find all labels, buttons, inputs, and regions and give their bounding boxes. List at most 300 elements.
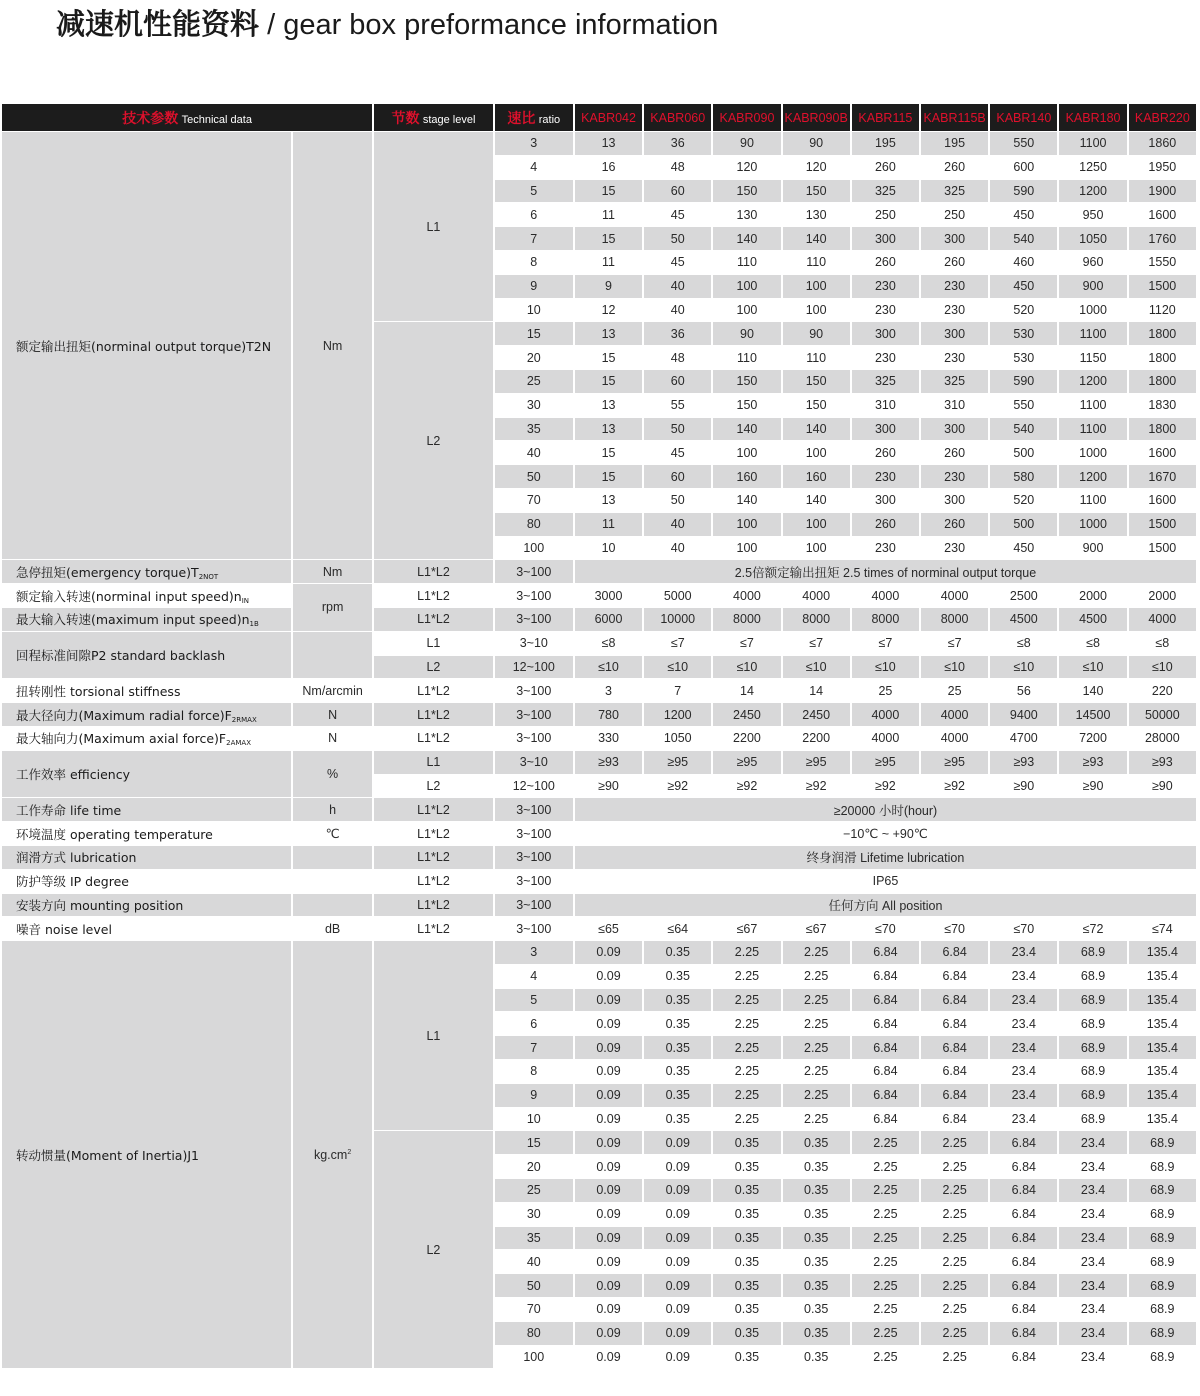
value-cell: ≤7 bbox=[852, 632, 919, 655]
value-cell: 2.25 bbox=[921, 1131, 988, 1154]
ratio-cell: 3~100 bbox=[495, 894, 573, 917]
table-row bbox=[2, 632, 1196, 655]
value-cell: 0.09 bbox=[575, 1203, 642, 1226]
value-cell: 2450 bbox=[783, 703, 850, 726]
ratio-cell: 15 bbox=[495, 322, 573, 345]
param-label: 安装方向 mounting position bbox=[2, 894, 291, 917]
value-cell: 68.9 bbox=[1129, 1322, 1196, 1345]
value-cell: 0.35 bbox=[644, 1084, 711, 1107]
ratio-cell: 35 bbox=[495, 418, 573, 441]
unit-cell bbox=[293, 846, 372, 869]
unit-cell: dB bbox=[293, 917, 372, 940]
value-cell: 0.09 bbox=[644, 1227, 711, 1250]
value-cell: 780 bbox=[575, 703, 642, 726]
value-cell: 13 bbox=[575, 489, 642, 512]
value-cell: 2200 bbox=[713, 727, 780, 750]
value-cell: 100 bbox=[783, 441, 850, 464]
unit-cell: Nm bbox=[293, 132, 372, 559]
value-cell: 9 bbox=[575, 275, 642, 298]
value-cell: 120 bbox=[713, 156, 780, 179]
value-cell: 15 bbox=[575, 346, 642, 369]
value-cell: 2.25 bbox=[852, 1322, 919, 1345]
value-cell: 15 bbox=[575, 227, 642, 250]
stage-cell: L1*L2 bbox=[374, 894, 492, 917]
value-cell: 260 bbox=[852, 251, 919, 274]
value-cell: ≤70 bbox=[990, 917, 1057, 940]
value-cell: 590 bbox=[990, 370, 1057, 393]
value-cell: 135.4 bbox=[1129, 1060, 1196, 1083]
value-cell: 4000 bbox=[713, 584, 780, 607]
value-cell: 2200 bbox=[783, 727, 850, 750]
table-row bbox=[2, 703, 1196, 726]
value-cell: 230 bbox=[852, 299, 919, 322]
value-cell: 1760 bbox=[1129, 227, 1196, 250]
value-cell: 1050 bbox=[1059, 227, 1126, 250]
value-cell: 110 bbox=[783, 346, 850, 369]
param-label-text: 最大径向力(Maximum radial force)F bbox=[16, 707, 232, 723]
value-cell: ≥93 bbox=[575, 751, 642, 774]
value-cell: ≤74 bbox=[1129, 917, 1196, 940]
value-cell: 0.09 bbox=[575, 1060, 642, 1083]
value-cell: 11 bbox=[575, 513, 642, 536]
value-cell: 2.25 bbox=[852, 1250, 919, 1273]
value-cell: 300 bbox=[921, 489, 988, 512]
ratio-cell: 12~100 bbox=[495, 656, 573, 679]
value-cell: 25 bbox=[921, 679, 988, 702]
value-cell: ≤10 bbox=[575, 656, 642, 679]
merged-value-cell: IP65 bbox=[575, 870, 1196, 893]
value-cell: 230 bbox=[921, 275, 988, 298]
value-cell: 48 bbox=[644, 346, 711, 369]
value-cell: 10 bbox=[575, 537, 642, 560]
value-cell: 6.84 bbox=[921, 1012, 988, 1035]
ratio-cell: 50 bbox=[495, 465, 573, 488]
value-cell: 160 bbox=[783, 465, 850, 488]
value-cell: 6.84 bbox=[921, 941, 988, 964]
value-cell: 0.09 bbox=[575, 1179, 642, 1202]
value-cell: 100 bbox=[783, 537, 850, 560]
value-cell: 1000 bbox=[1059, 513, 1126, 536]
value-cell: 2.25 bbox=[921, 1322, 988, 1345]
unit-cell: % bbox=[293, 751, 372, 798]
page-title-separator: / bbox=[259, 9, 284, 41]
value-cell: 4000 bbox=[921, 584, 988, 607]
value-cell: 2.25 bbox=[852, 1298, 919, 1321]
value-cell: 90 bbox=[783, 322, 850, 345]
param-label: 工作寿命 life time bbox=[2, 798, 291, 821]
value-cell: ≤10 bbox=[990, 656, 1057, 679]
value-cell: 3000 bbox=[575, 584, 642, 607]
value-cell: 13 bbox=[575, 394, 642, 417]
value-cell: 230 bbox=[921, 465, 988, 488]
table-header-row bbox=[2, 104, 1196, 131]
value-cell: ≤8 bbox=[1059, 632, 1126, 655]
value-cell: 0.35 bbox=[713, 1227, 780, 1250]
stage-cell: L1 bbox=[374, 941, 492, 1130]
value-cell: 100 bbox=[713, 513, 780, 536]
value-cell: 260 bbox=[921, 156, 988, 179]
value-cell: 6.84 bbox=[921, 965, 988, 988]
value-cell: 90 bbox=[713, 132, 780, 155]
ratio-cell: 8 bbox=[495, 251, 573, 274]
param-label bbox=[2, 608, 291, 631]
header-stage-level bbox=[374, 104, 492, 131]
value-cell: 450 bbox=[990, 537, 1057, 560]
value-cell: 36 bbox=[644, 322, 711, 345]
header-model: KABR220 bbox=[1129, 104, 1196, 131]
table-row bbox=[2, 608, 1196, 631]
value-cell: 50 bbox=[644, 418, 711, 441]
value-cell: 260 bbox=[852, 441, 919, 464]
value-cell: 0.09 bbox=[575, 1155, 642, 1178]
value-cell: 6.84 bbox=[990, 1155, 1057, 1178]
value-cell: ≥95 bbox=[644, 751, 711, 774]
value-cell: 23.4 bbox=[1059, 1274, 1126, 1297]
value-cell: 195 bbox=[852, 132, 919, 155]
value-cell: 2.25 bbox=[921, 1227, 988, 1250]
value-cell: 2000 bbox=[1059, 584, 1126, 607]
value-cell: 100 bbox=[713, 299, 780, 322]
value-cell: 0.09 bbox=[644, 1346, 711, 1369]
value-cell: 68.9 bbox=[1129, 1155, 1196, 1178]
value-cell: 2.25 bbox=[713, 1108, 780, 1131]
value-cell: 68.9 bbox=[1059, 1084, 1126, 1107]
stage-cell: L2 bbox=[374, 656, 492, 679]
value-cell: 45 bbox=[644, 203, 711, 226]
value-cell: 4700 bbox=[990, 727, 1057, 750]
value-cell: 1200 bbox=[1059, 370, 1126, 393]
stage-cell: L1*L2 bbox=[374, 846, 492, 869]
value-cell: ≥92 bbox=[783, 775, 850, 798]
unit-cell: Nm bbox=[293, 560, 372, 583]
value-cell: 23.4 bbox=[1059, 1155, 1126, 1178]
value-cell: 0.09 bbox=[644, 1250, 711, 1273]
stage-cell: L1*L2 bbox=[374, 584, 492, 607]
ratio-cell: 8 bbox=[495, 1060, 573, 1083]
value-cell: 60 bbox=[644, 465, 711, 488]
value-cell: 1800 bbox=[1129, 370, 1196, 393]
value-cell: 8000 bbox=[852, 608, 919, 631]
table-row bbox=[2, 870, 1196, 893]
value-cell: 960 bbox=[1059, 251, 1126, 274]
value-cell: ≤67 bbox=[713, 917, 780, 940]
merged-value-cell: 2.5倍额定输出扭矩 2.5 times of norminal output torque bbox=[575, 560, 1196, 583]
ratio-cell: 30 bbox=[495, 1203, 573, 1226]
value-cell: 4500 bbox=[990, 608, 1057, 631]
value-cell: 1670 bbox=[1129, 465, 1196, 488]
value-cell: 6.84 bbox=[990, 1203, 1057, 1226]
value-cell: 10000 bbox=[644, 608, 711, 631]
value-cell: 45 bbox=[644, 441, 711, 464]
value-cell: 325 bbox=[852, 370, 919, 393]
value-cell: 50000 bbox=[1129, 703, 1196, 726]
value-cell: 6.84 bbox=[852, 941, 919, 964]
value-cell: 14 bbox=[713, 679, 780, 702]
ratio-cell: 3~100 bbox=[495, 727, 573, 750]
value-cell: 6.84 bbox=[990, 1179, 1057, 1202]
value-cell: 6.84 bbox=[990, 1346, 1057, 1369]
value-cell: ≤10 bbox=[1059, 656, 1126, 679]
value-cell: 4000 bbox=[921, 703, 988, 726]
value-cell: 4000 bbox=[921, 727, 988, 750]
value-cell: 0.35 bbox=[713, 1346, 780, 1369]
value-cell: 150 bbox=[713, 180, 780, 203]
value-cell: 1000 bbox=[1059, 441, 1126, 464]
value-cell: 2.25 bbox=[852, 1346, 919, 1369]
value-cell: ≤64 bbox=[644, 917, 711, 940]
ratio-cell: 3~10 bbox=[495, 751, 573, 774]
value-cell: ≤10 bbox=[644, 656, 711, 679]
value-cell: 1550 bbox=[1129, 251, 1196, 274]
value-cell: 6.84 bbox=[852, 989, 919, 1012]
value-cell: 1100 bbox=[1059, 489, 1126, 512]
value-cell: 0.35 bbox=[644, 941, 711, 964]
header-model: KABR140 bbox=[990, 104, 1057, 131]
value-cell: ≥95 bbox=[713, 751, 780, 774]
value-cell: 2.25 bbox=[852, 1155, 919, 1178]
value-cell: 23.4 bbox=[1059, 1203, 1126, 1226]
value-cell: 0.09 bbox=[575, 941, 642, 964]
ratio-cell: 20 bbox=[495, 346, 573, 369]
value-cell: 13 bbox=[575, 418, 642, 441]
param-label-subscript: 2RMAX bbox=[231, 715, 257, 724]
value-cell: 1120 bbox=[1129, 299, 1196, 322]
value-cell: 40 bbox=[644, 275, 711, 298]
value-cell: 6.84 bbox=[852, 965, 919, 988]
value-cell: 0.35 bbox=[644, 1036, 711, 1059]
value-cell: 0.35 bbox=[713, 1203, 780, 1226]
value-cell: ≥92 bbox=[852, 775, 919, 798]
value-cell: 0.35 bbox=[644, 1012, 711, 1035]
value-cell: 7200 bbox=[1059, 727, 1126, 750]
value-cell: 4000 bbox=[852, 584, 919, 607]
value-cell: 260 bbox=[921, 441, 988, 464]
value-cell: 0.09 bbox=[575, 1036, 642, 1059]
value-cell: 2.25 bbox=[713, 941, 780, 964]
value-cell: 1830 bbox=[1129, 394, 1196, 417]
ratio-cell: 100 bbox=[495, 1346, 573, 1369]
value-cell: 23.4 bbox=[990, 965, 1057, 988]
value-cell: 130 bbox=[783, 203, 850, 226]
value-cell: 6.84 bbox=[990, 1131, 1057, 1154]
value-cell: 135.4 bbox=[1129, 1108, 1196, 1131]
unit-cell bbox=[293, 870, 372, 893]
param-label-text: 最大输入转速(maximum input speed)n bbox=[16, 612, 250, 628]
value-cell: 0.35 bbox=[783, 1203, 850, 1226]
value-cell: 40 bbox=[644, 513, 711, 536]
param-label: 额定输出扭矩(norminal output torque)T2N bbox=[2, 132, 291, 559]
table-row bbox=[2, 584, 1196, 607]
param-label-text: 最大轴向力(Maximum axial force)F bbox=[16, 731, 227, 747]
value-cell: 6.84 bbox=[990, 1322, 1057, 1345]
merged-value-cell: 任何方向 All position bbox=[575, 894, 1196, 917]
value-cell: 8000 bbox=[921, 608, 988, 631]
value-cell: 6.84 bbox=[852, 1060, 919, 1083]
header-model: KABR090B bbox=[783, 104, 850, 131]
ratio-cell: 3~100 bbox=[495, 560, 573, 583]
value-cell: 530 bbox=[990, 322, 1057, 345]
value-cell: 260 bbox=[852, 513, 919, 536]
performance-table bbox=[0, 103, 1198, 1369]
stage-cell: L1*L2 bbox=[374, 727, 492, 750]
value-cell: 0.35 bbox=[783, 1250, 850, 1273]
ratio-cell: 9 bbox=[495, 1084, 573, 1107]
value-cell: 0.35 bbox=[713, 1155, 780, 1178]
header-technical-zh: 技术参数 bbox=[122, 110, 179, 127]
value-cell: 550 bbox=[990, 394, 1057, 417]
value-cell: 2.25 bbox=[713, 1012, 780, 1035]
value-cell: 2.25 bbox=[921, 1274, 988, 1297]
value-cell: 15 bbox=[575, 465, 642, 488]
ratio-cell: 40 bbox=[495, 441, 573, 464]
value-cell: 6.84 bbox=[852, 1036, 919, 1059]
value-cell: ≥90 bbox=[990, 775, 1057, 798]
ratio-cell: 3~100 bbox=[495, 870, 573, 893]
header-model: KABR060 bbox=[644, 104, 711, 131]
value-cell: 68.9 bbox=[1059, 989, 1126, 1012]
value-cell: 300 bbox=[921, 322, 988, 345]
value-cell: 5000 bbox=[644, 584, 711, 607]
value-cell: 195 bbox=[921, 132, 988, 155]
table-row bbox=[2, 846, 1196, 869]
merged-value-cell: −10℃ ~ +90℃ bbox=[575, 822, 1196, 845]
value-cell: 0.35 bbox=[644, 965, 711, 988]
value-cell: 0.35 bbox=[783, 1298, 850, 1321]
stage-cell: L2 bbox=[374, 322, 492, 559]
value-cell: 230 bbox=[921, 299, 988, 322]
value-cell: 600 bbox=[990, 156, 1057, 179]
unit-cell bbox=[293, 941, 372, 1368]
value-cell: 1900 bbox=[1129, 180, 1196, 203]
value-cell: 55 bbox=[644, 394, 711, 417]
value-cell: 1500 bbox=[1129, 537, 1196, 560]
value-cell: 0.35 bbox=[644, 1060, 711, 1083]
value-cell: 6.84 bbox=[852, 1084, 919, 1107]
value-cell: 520 bbox=[990, 489, 1057, 512]
value-cell: 6.84 bbox=[921, 989, 988, 1012]
value-cell: 500 bbox=[990, 513, 1057, 536]
param-label: 扭转刚性 torsional stiffness bbox=[2, 679, 291, 702]
value-cell: 1860 bbox=[1129, 132, 1196, 155]
value-cell: 110 bbox=[783, 251, 850, 274]
value-cell: 230 bbox=[921, 537, 988, 560]
value-cell: 0.09 bbox=[644, 1298, 711, 1321]
value-cell: ≤72 bbox=[1059, 917, 1126, 940]
value-cell: 0.09 bbox=[575, 1250, 642, 1273]
table-row bbox=[2, 751, 1196, 774]
value-cell: 6.84 bbox=[921, 1036, 988, 1059]
stage-cell: L1*L2 bbox=[374, 917, 492, 940]
value-cell: 540 bbox=[990, 418, 1057, 441]
value-cell: ≥95 bbox=[921, 751, 988, 774]
value-cell: 140 bbox=[1059, 679, 1126, 702]
ratio-cell: 6 bbox=[495, 203, 573, 226]
param-label bbox=[2, 584, 291, 607]
value-cell: 2450 bbox=[713, 703, 780, 726]
value-cell: 23.4 bbox=[990, 1108, 1057, 1131]
value-cell: 6.84 bbox=[921, 1060, 988, 1083]
value-cell: 230 bbox=[921, 346, 988, 369]
value-cell: 6.84 bbox=[990, 1274, 1057, 1297]
value-cell: 6.84 bbox=[990, 1298, 1057, 1321]
param-label: 噪音 noise level bbox=[2, 917, 291, 940]
value-cell: 0.09 bbox=[644, 1179, 711, 1202]
value-cell: 68.9 bbox=[1059, 1012, 1126, 1035]
value-cell: 260 bbox=[852, 156, 919, 179]
value-cell: 6000 bbox=[575, 608, 642, 631]
value-cell: 2.25 bbox=[783, 1012, 850, 1035]
value-cell: 135.4 bbox=[1129, 989, 1196, 1012]
ratio-cell: 9 bbox=[495, 275, 573, 298]
value-cell: 2.25 bbox=[713, 965, 780, 988]
value-cell: 300 bbox=[921, 418, 988, 441]
unit-cell bbox=[293, 632, 372, 679]
value-cell: 150 bbox=[713, 370, 780, 393]
value-cell: 140 bbox=[713, 489, 780, 512]
value-cell: 1250 bbox=[1059, 156, 1126, 179]
value-cell: 68.9 bbox=[1059, 941, 1126, 964]
value-cell: 13 bbox=[575, 322, 642, 345]
value-cell: 110 bbox=[713, 251, 780, 274]
value-cell: 1800 bbox=[1129, 418, 1196, 441]
value-cell: 68.9 bbox=[1129, 1179, 1196, 1202]
header-technical-data bbox=[2, 104, 372, 131]
value-cell: 56 bbox=[990, 679, 1057, 702]
value-cell: 23.4 bbox=[990, 989, 1057, 1012]
value-cell: 520 bbox=[990, 299, 1057, 322]
value-cell: 2.25 bbox=[852, 1179, 919, 1202]
value-cell: ≥93 bbox=[1059, 751, 1126, 774]
value-cell: 6.84 bbox=[921, 1084, 988, 1107]
value-cell: 3 bbox=[575, 679, 642, 702]
value-cell: 1150 bbox=[1059, 346, 1126, 369]
table-row bbox=[2, 917, 1196, 940]
param-label: 润滑方式 lubrication bbox=[2, 846, 291, 869]
value-cell: 45 bbox=[644, 251, 711, 274]
header-technical-en: Technical data bbox=[181, 113, 252, 126]
value-cell: 6.84 bbox=[852, 1108, 919, 1131]
value-cell: 90 bbox=[783, 132, 850, 155]
value-cell: 36 bbox=[644, 132, 711, 155]
value-cell: 0.09 bbox=[644, 1155, 711, 1178]
value-cell: 11 bbox=[575, 203, 642, 226]
value-cell: ≥92 bbox=[644, 775, 711, 798]
ratio-cell: 10 bbox=[495, 299, 573, 322]
value-cell: 100 bbox=[783, 275, 850, 298]
header-model: KABR115 bbox=[852, 104, 919, 131]
table-row bbox=[2, 894, 1196, 917]
value-cell: ≤10 bbox=[713, 656, 780, 679]
value-cell: 50 bbox=[644, 489, 711, 512]
value-cell: 0.35 bbox=[713, 1179, 780, 1202]
ratio-cell: 7 bbox=[495, 227, 573, 250]
value-cell: 0.09 bbox=[644, 1203, 711, 1226]
value-cell: ≤7 bbox=[921, 632, 988, 655]
value-cell: 0.09 bbox=[575, 1298, 642, 1321]
value-cell: 1050 bbox=[644, 727, 711, 750]
stage-cell: L2 bbox=[374, 1131, 492, 1368]
value-cell: 230 bbox=[852, 465, 919, 488]
value-cell: 0.35 bbox=[783, 1346, 850, 1369]
value-cell: 140 bbox=[713, 418, 780, 441]
value-cell: 40 bbox=[644, 537, 711, 560]
value-cell: 0.09 bbox=[644, 1322, 711, 1345]
value-cell: 60 bbox=[644, 370, 711, 393]
value-cell: 140 bbox=[713, 227, 780, 250]
value-cell: 23.4 bbox=[1059, 1179, 1126, 1202]
value-cell: ≥90 bbox=[1129, 775, 1196, 798]
value-cell: 0.09 bbox=[575, 1274, 642, 1297]
